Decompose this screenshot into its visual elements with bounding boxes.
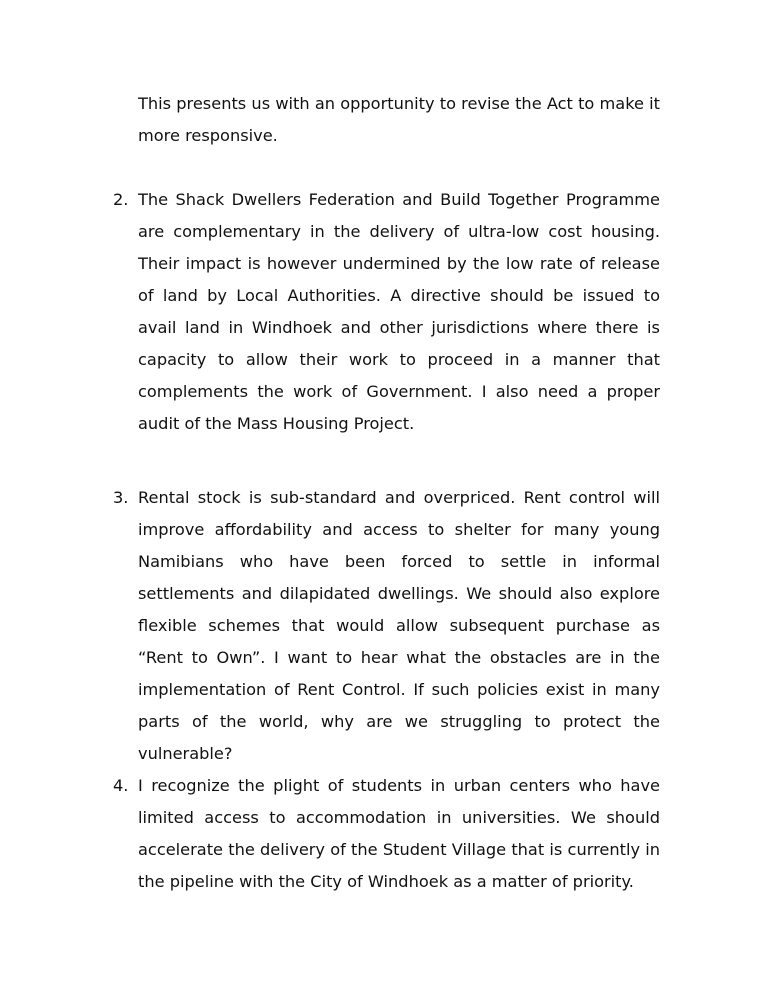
list-item-text-3: Rental stock is sub-standard and overpriced. Rent control will improve affordability and access to shelter for many young Namibians who have been forced to settle in informal settlements and dilapidated dwellings. We should also explore flexible schemes that would allow subsequent purchase as “Rent to Own”. I want to hear what the obstacles are in the implementation of Rent Control. If such policies exist in many parts of the world, why are we struggling to protect the vulnerable? <box>138 488 660 763</box>
list-item-number-3: 3. <box>113 488 129 507</box>
continuation-paragraph: This presents us with an opportunity to revise the Act to make it more responsive. <box>138 94 660 145</box>
list-item-text-4: I recognize the plight of students in urban centers who have limited access to accommodation in universities. We should accelerate the delivery of the Student Village that is currently in the pipeline with the City of Windhoek as a matter of priority. <box>138 776 660 891</box>
list-item-text-2: The Shack Dwellers Federation and Build Together Programme are complementary in the delivery of ultra-low cost housing. Their impact is however undermined by the low rate of release of land by Local Authorities. A directive should be issued to avail land in Windhoek and other jurisdictions where there is capacity to allow their work to proceed in a manner that complements the work of Government. I also need a proper audit of the Mass Housing Project. <box>138 190 660 433</box>
list-item-number-2: 2. <box>113 190 129 209</box>
list-item-number-4: 4. <box>113 776 129 795</box>
